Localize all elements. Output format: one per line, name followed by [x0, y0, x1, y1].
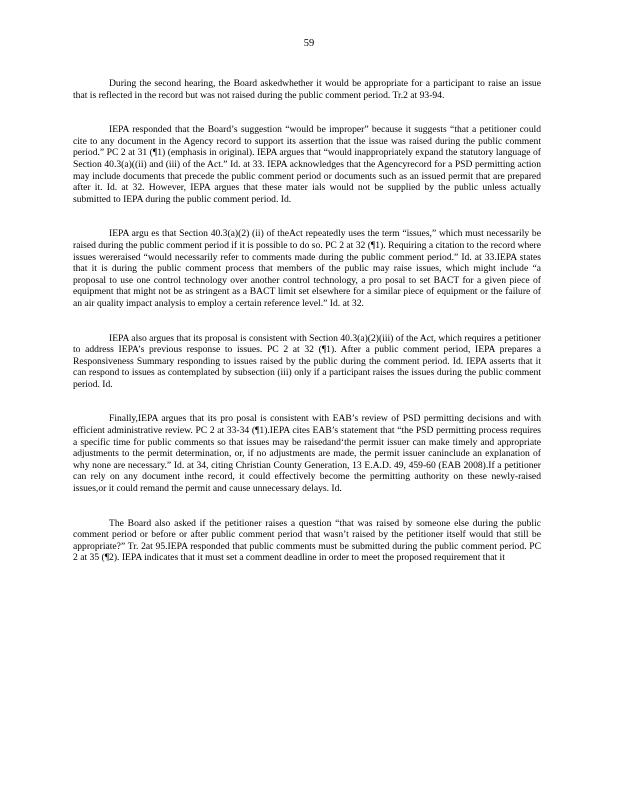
- paragraph-responsiveness-summary: IEPA also argues that its proposal is consistent with Section 40.3(a)(2)(iii) of the Act, which requires a petitioner to address IEPA’s previous response to issues. PC 2 at 32 (¶1). After a public comment period, IEPA prepares a Responsiveness Summary responding to issues raised by the public during the comment period. Id. IEPA asserts that it can respond to issues as contemplated by subsection (iii) only if a participant raises the issues during the public comment period. Id.: [73, 332, 541, 390]
- page-number: 59: [303, 38, 315, 49]
- body-text: [73, 78, 541, 564]
- paragraph-eab-review: Finally,IEPA argues that its pro posal is consistent with EAB’s review of PSD permitting decisions and with efficient administrative review. PC 2 at 33-34 (¶1).IEPA cites EAB’s statement that “the PSD permitting process requires a specific time for public comments so that issues may be raisedand‘the permit issuer can make timely and appropriate adjustments to the permit determination, or, if no adjustments are made, the permit issuer caninclude an explanation of why none are necessary.” Id. at 34, citing Christian County Generation, 13 E.A.D. 49, 459-60 (EAB 2008).If a petitioner can rely on any document inthe record, it could effectively become the permitting authority on these newly-raised issues,or it could remand the permit and cause unnecessary delays. Id.: [73, 413, 541, 495]
- paragraph-section-issues: IEPA argu es that Section 40.3(a)(2) (ii) of theAct repeatedly uses the term “issues,” which must necessarily be raised during the public comment period if it is possible to do so. PC 2 at 32 (¶1). Requiring a citation to the record where issues wereraised “would necessarily refer to comments made during the public comment period.” Id. at 33.IEPA states that it is during the public comment process that members of the public may raise issues, which might include “a proposal to use one control technology over another control technology, a pro posal to set BACT for a given piece of equipment that might not be as stringent as a BACT limit set elsewhere for a similar piece of equipment or the failure of an air quality impact analysis to employ a certain reference level.” Id. at 32.: [73, 228, 541, 309]
- paragraph-board-question: The Board also asked if the petitioner raises a question “that was raised by someone else during the public comment period or before or after public comment period that wasn’t raised by the petitioner itself would that still be appropriate?” Tr. 2at 95.IEPA responded that public comments must be submitted during the public comment period. PC 2 at 35 (¶2). IEPA indicates that it must set a comment deadline in order to meet the proposed requirement that it: [73, 517, 541, 564]
- paragraph-second-hearing: During the second hearing, the Board askedwhether it would be appropriate for a participant to raise an issue that is reflected in the record but was not raised during the public comment period. Tr.2 at 93-94.: [73, 78, 541, 101]
- paragraph-iepa-responded: IEPA responded that the Board’s suggestion “would be improper” because it suggests “that a petitioner could cite to any document in the Agency record to support its assertion that the issue was raised during the public comment period.” PC 2 at 31 (¶1) (emphasis in original). IEPA argues that “would inappropriately expand the statutory language of Section 40.3(a)((ii) and (iii) of the Act.” Id. at 33. IEPA acknowledges that the Agencyrecord for a PSD permitting action may include documents that precede the public comment period or documents such as an issued permit that are prepared after it. Id. at 32. However, IEPA argues that these mater ials would not be supplied by the public unless actually submitted to IEPA during the public comment period. Id.: [73, 124, 541, 205]
